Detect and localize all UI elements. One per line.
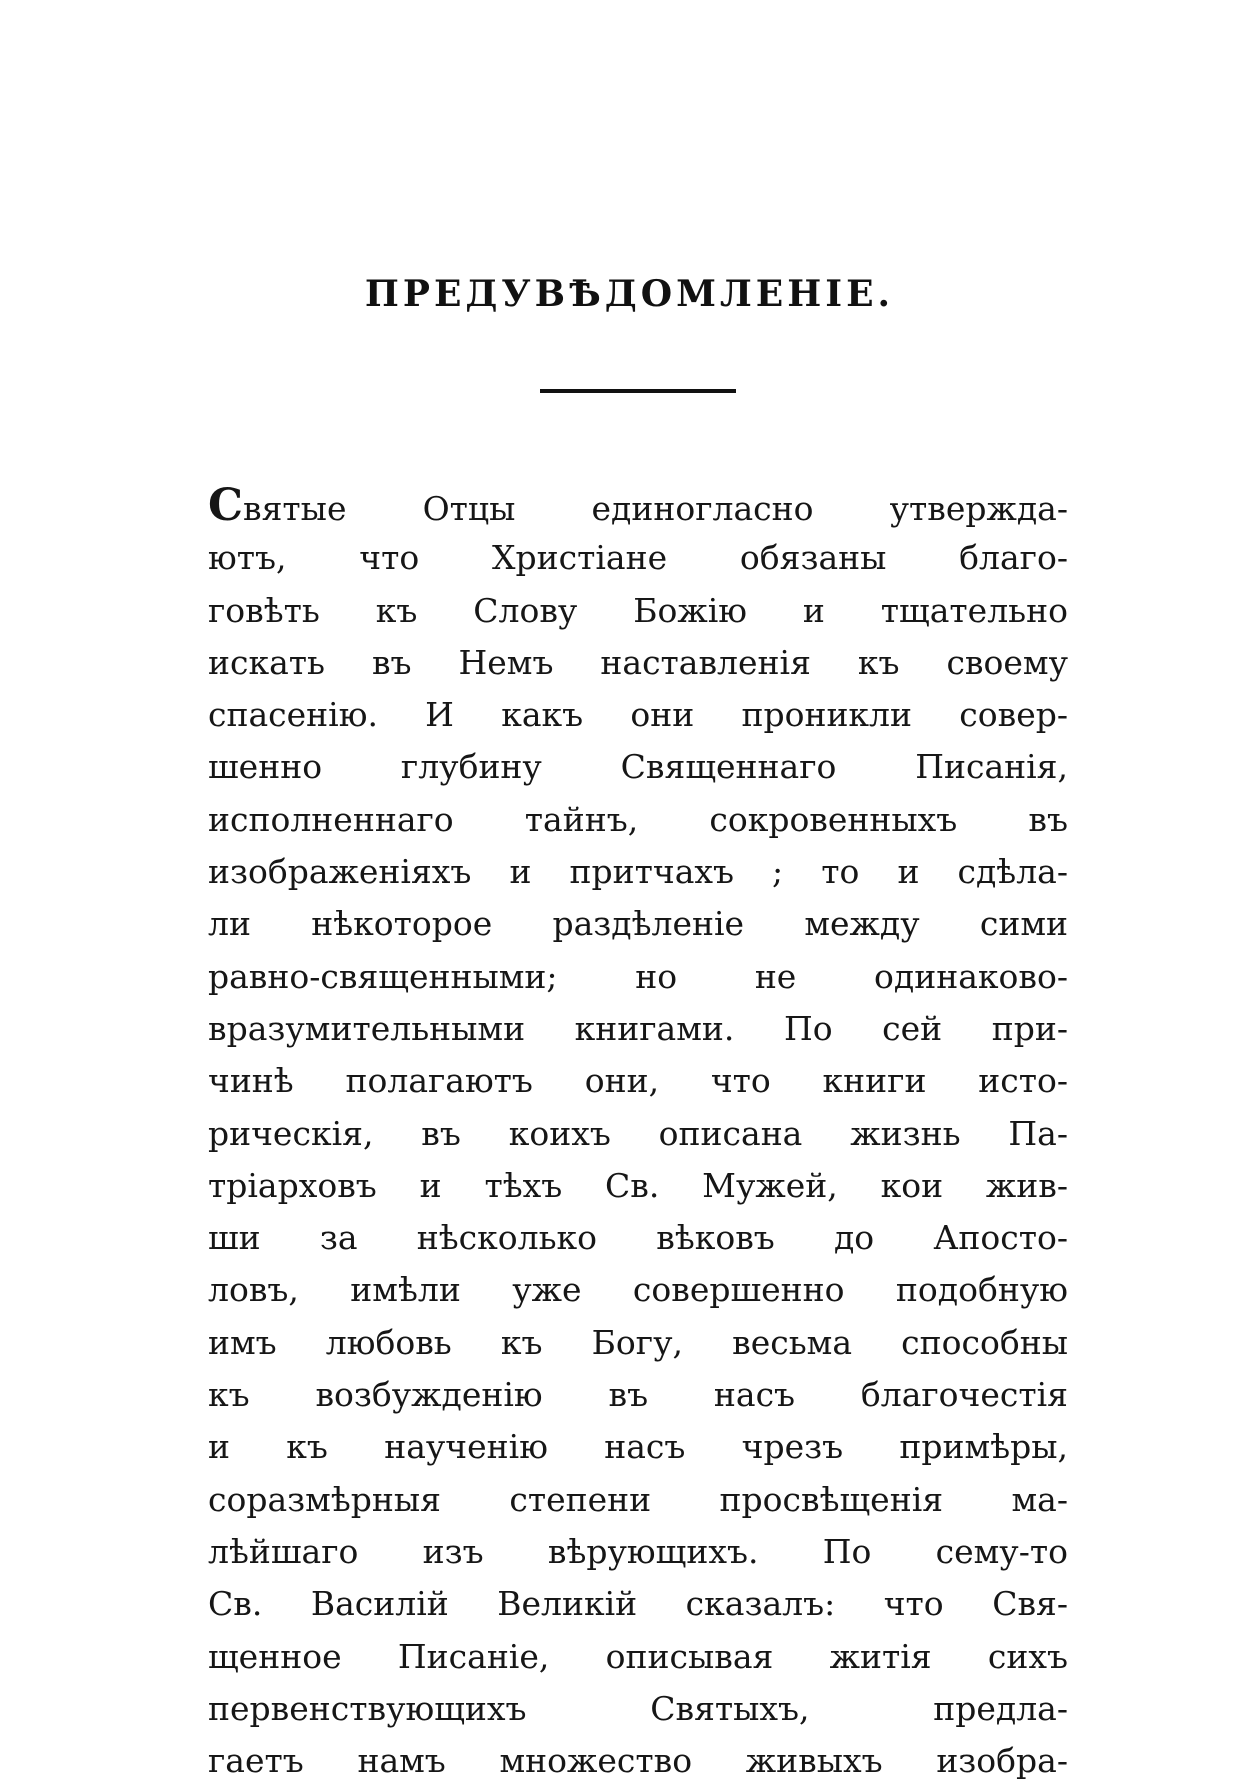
text-line: искать въ Немъ наставленія къ своему bbox=[208, 642, 1068, 682]
text-line: ловъ, имѣли уже совершенно подобную bbox=[208, 1270, 1068, 1310]
text-line: вразумительными книгами. По сей при- bbox=[208, 1008, 1068, 1048]
text-line: Св. Василій Великій сказалъ: что Свя- bbox=[208, 1584, 1068, 1624]
text-line: гаетъ намъ множество живыхъ изобра- bbox=[208, 1741, 1068, 1781]
first-line-text: вятые Отцы единогласно утвержда- bbox=[243, 489, 1068, 528]
text-line: ли нѣкоторое раздѣленіе между сими bbox=[208, 904, 1068, 944]
text-line: чинѣ полагаютъ они, что книги исто- bbox=[208, 1061, 1068, 1101]
text-line: тріарховъ и тѣхъ Св. Мужей, кои жив- bbox=[208, 1165, 1068, 1205]
drop-cap: С bbox=[208, 480, 244, 531]
title-divider bbox=[540, 389, 736, 393]
text-line: говѣть къ Слову Божію и тщательно bbox=[208, 590, 1068, 630]
text-line: ши за нѣсколько вѣковъ до Апосто- bbox=[208, 1218, 1068, 1258]
text-line: и къ наученію насъ чрезъ примѣры, bbox=[208, 1427, 1068, 1467]
text-line-1 bbox=[208, 480, 1068, 532]
text-line: спасенію. И какъ они проникли совер- bbox=[208, 695, 1068, 735]
text-line: имъ любовь къ Богу, весьма способны bbox=[208, 1322, 1068, 1362]
text-line: шенно глубину Священнаго Писанія, bbox=[208, 747, 1068, 787]
text-line: щенное Писаніе, описывая житія сихъ bbox=[208, 1636, 1068, 1676]
text-line: лѣйшаго изъ вѣрующихъ. По сему-то bbox=[208, 1531, 1068, 1571]
body-paragraph bbox=[208, 480, 1068, 1787]
text-line: первенствующихъ Святыхъ, предла- bbox=[208, 1688, 1068, 1728]
page-title: ПРЕДУВѢДОМЛЕНІЕ. bbox=[364, 273, 895, 315]
text-line: исполненнаго тайнъ, сокровенныхъ въ bbox=[208, 799, 1068, 839]
text-line: соразмѣрныя степени просвѣщенія ма- bbox=[208, 1479, 1068, 1519]
text-line: рическія, въ коихъ описана жизнь Па- bbox=[208, 1113, 1068, 1153]
text-line: изображеніяхъ и притчахъ ; то и сдѣла- bbox=[208, 852, 1068, 892]
text-line: къ возбужденію въ насъ благочестія bbox=[208, 1375, 1068, 1415]
text-line: ютъ, что Христіане обязаны благо- bbox=[208, 538, 1068, 578]
text-line: равно-священными; но не одинаково- bbox=[208, 956, 1068, 996]
